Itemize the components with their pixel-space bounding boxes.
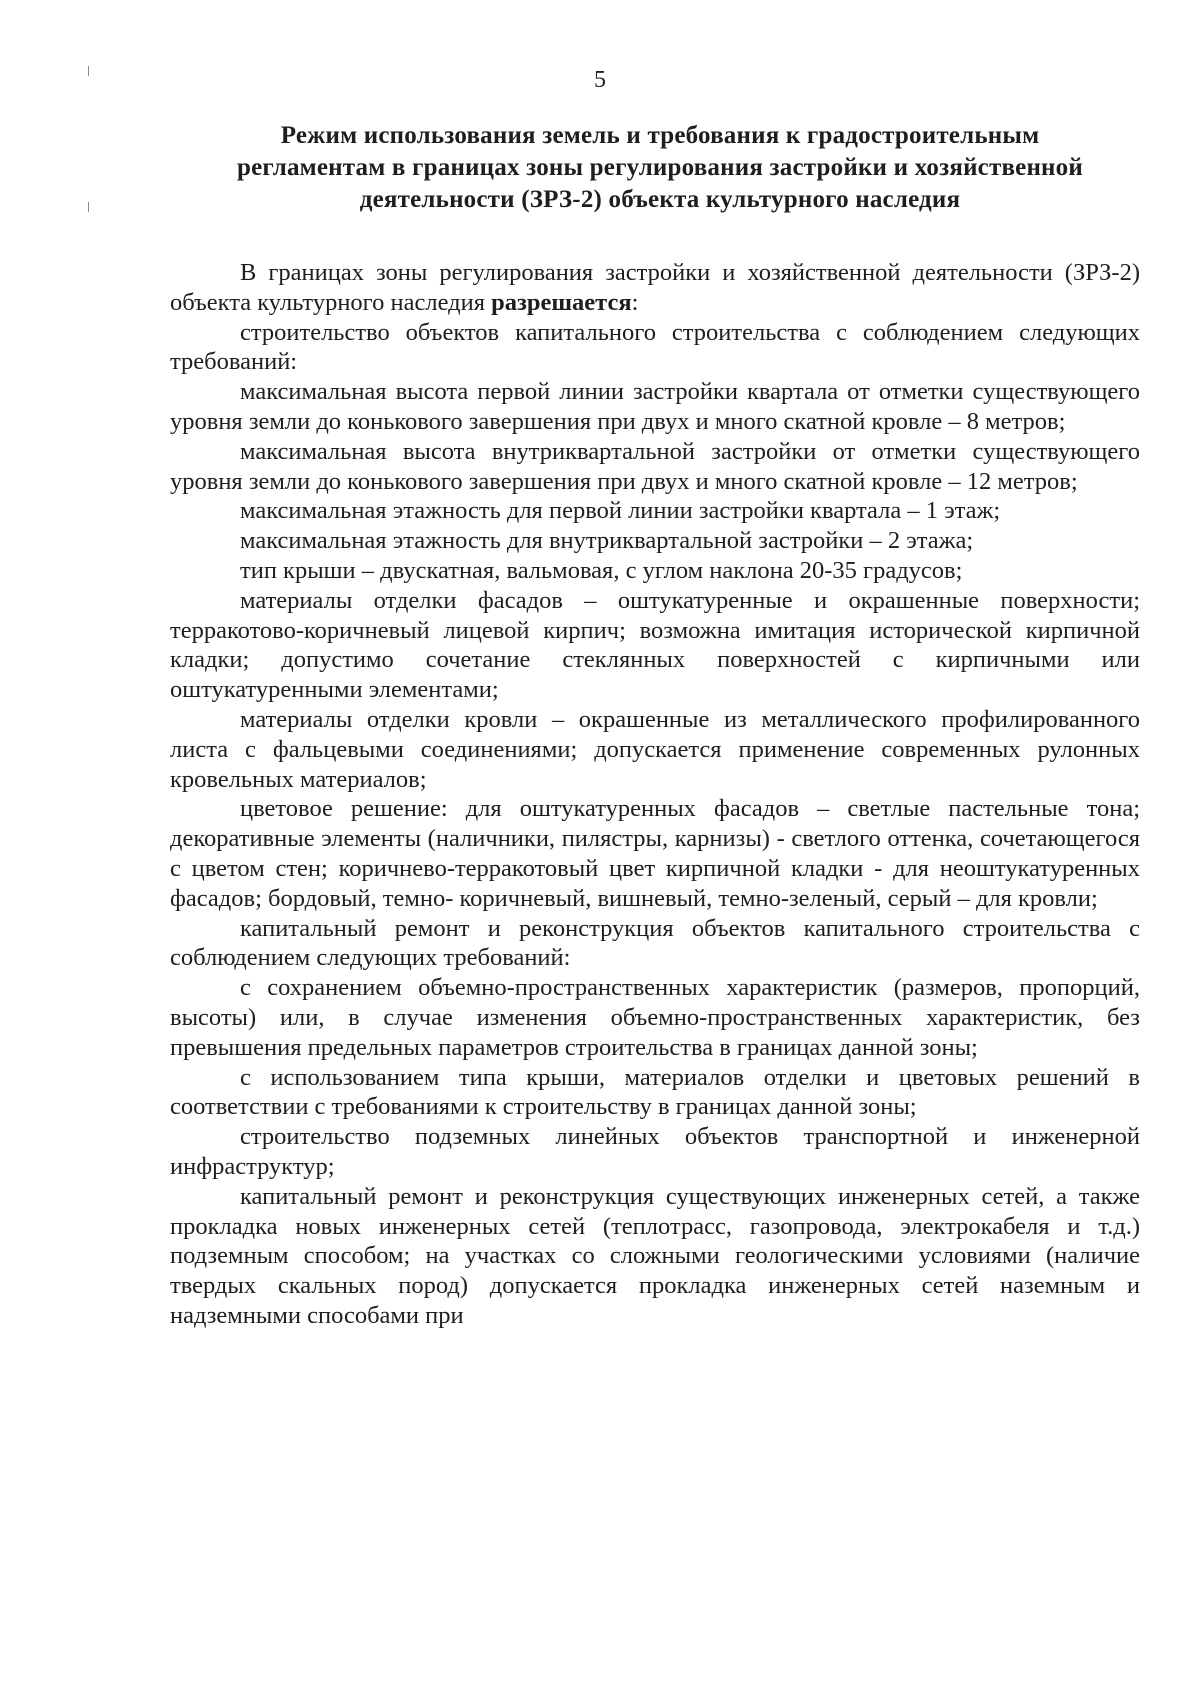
paragraph: максимальная высота первой линии застройки квартала от отметки существующего уровня земли до конькового завершения при двух и много скатной кровле – 8 метров; [170,378,1140,435]
paragraph: строительство объектов капитального строительства с соблюдением следующих требований: [170,318,1140,376]
paragraph: строительство подземных линейных объектов транспортной и инженерной инфраструктур; [170,1123,1140,1180]
intro-bold-word: разрешается [491,288,632,316]
paragraph: материалы отделки кровли – окрашенные из металлического профилированного листа с фальцевыми соединениями; допускается применение современных рулонных кровельных материалов; [170,705,1140,793]
title-line: Режим использования земель и требования к градостроительным [280,122,1040,149]
paragraph: максимальная этажность для внутриквартальной застройки – 2 этажа; [240,527,974,555]
document-title [170,120,1150,216]
paragraph: максимальная этажность для первой линии застройки квартала – 1 этаж; [240,497,1001,525]
scan-margin-mark [88,202,89,212]
document-body [170,258,1140,1331]
paragraph: с использованием типа крыши, материалов отделки и цветовых решений в соответствии с требованиями к строительству в границах данной зоны; [170,1063,1140,1121]
intro-tail: : [631,288,639,316]
paragraph: максимальная высота внутриквартальной застройки от отметки существующего уровня земли до конькового завершения при двух и много скатной кровле – 12 метров; [170,437,1140,495]
page-number: 5 [594,67,606,93]
paragraph: тип крыши – двускатная, вальмовая, с углом наклона 20-35 градусов; [240,556,963,584]
paragraph: с сохранением объемно-пространственных характеристик (размеров, пропорций, высоты) или, в случае изменения объемно-пространственных характеристик, без превышения предельных параметров строительства в границах данной зоны; [170,974,1140,1061]
title-line: регламентам в границах зоны регулирования застройки и хозяйственной [237,154,1083,181]
paragraph: материалы отделки фасадов – оштукатуренные и окрашенные поверхности; терракотово-коричневый лицевой кирпич; возможна имитация исторической кирпичной кладки; допустимо сочетание стеклянных поверхностей с кирпичными или оштукатуренными элементами; [170,586,1140,704]
intro-text: В границах зоны регулирования застройки и хозяйственной деятельности (ЗРЗ-2) объекта культурного наследия [170,259,1140,316]
intro-paragraph [170,258,1140,318]
paragraph: капитальный ремонт и реконструкция существующих инженерных сетей, а также прокладка новых инженерных сетей (теплотрасс, газопровода, электрокабеля и т.д.) подземным способом; на участках со сложными геологическими условиями (наличие твердых скальных пород) допускается прокладка инженерных сетей наземным и надземными способами при [170,1182,1140,1329]
paragraph: капитальный ремонт и реконструкция объектов капитального строительства с соблюдением следующих требований: [170,914,1140,972]
title-line: деятельности (ЗРЗ-2) объекта культурного наследия [359,186,961,213]
paragraph: цветовое решение: для оштукатуренных фасадов – светлые пастельные тона; декоративные элементы (наличники, пилястры, карнизы) - светлого оттенка, сочетающегося с цветом стен; коричнево-терракотовый цвет кирпичной кладки - для неоштукатуренных фасадов; бордовый, темно- коричневый, вишневый, темно-зеленый, серый – для кровли; [170,795,1140,912]
